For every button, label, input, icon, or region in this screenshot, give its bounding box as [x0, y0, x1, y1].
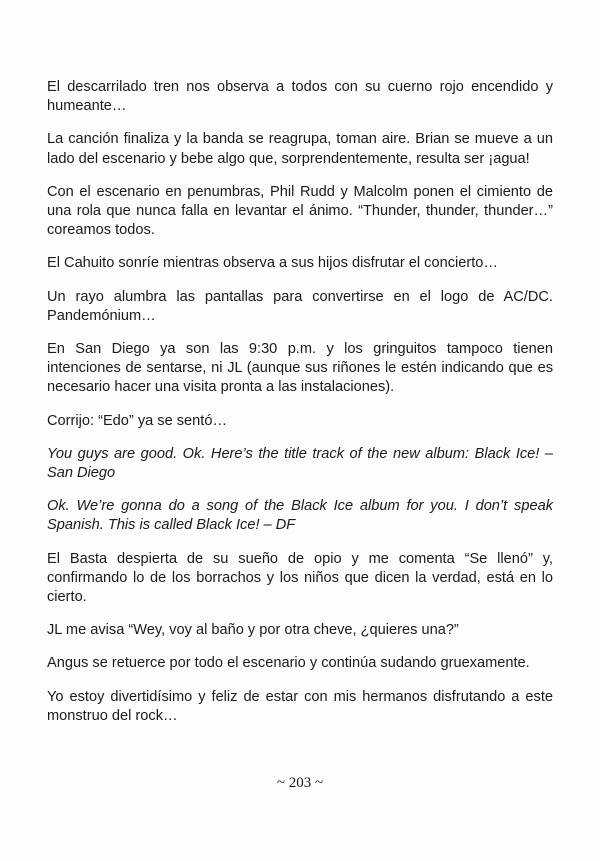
quote-paragraph: You guys are good. Ok. Here’s the title track of the new album: Black Ice! – San Diego: [47, 445, 553, 482]
paragraph: El Cahuito sonríe mientras observa a sus hijos disfrutar el concierto…: [47, 255, 498, 272]
quote-paragraph: Ok. We’re gonna do a song of the Black Ice album for you. I don’t speak Spanish. This is called Black Ice! – DF: [47, 498, 553, 534]
paragraph: El Basta despierta de su sueño de opio y me comenta “Se llenó” y, confirmando lo de los borrachos y los niños que dicen la verdad, está en lo cierto.: [47, 550, 553, 606]
paragraph: Un rayo alumbra las pantallas para convertirse en el logo de AC/DC. Pandemónium…: [47, 288, 553, 324]
paragraph: Angus se retuerce por todo el escenario y continúa sudando gruexamente.: [47, 655, 530, 672]
paragraph: Corrijo: “Edo” ya se sentó…: [47, 412, 228, 429]
paragraph: La canción finaliza y la banda se reagrupa, toman aire. Brian se mueve a un lado del escenario y bebe algo que, sorprendentemente, resulta ser ¡agua!: [47, 131, 553, 167]
paragraph: Yo estoy divertidísimo y feliz de estar con mis hermanos disfrutando a este monstruo del rock…: [47, 688, 553, 724]
page-number: ~ 203 ~: [276, 775, 324, 791]
body-text: [47, 78, 553, 740]
paragraph: En San Diego ya son las 9:30 p.m. y los gringuitos tampoco tienen intenciones de sentarse, ni JL (aunque sus riñones le estén indicando que es necesario hacer una visita pronta a las instalaciones).: [47, 341, 553, 396]
paragraph: JL me avisa “Wey, voy al baño y por otra cheve, ¿quieres una?”: [47, 622, 459, 639]
paragraph: Con el escenario en penumbras, Phil Rudd y Malcolm ponen el cimiento de una rola que nunca falla en levantar el ánimo. “Thunder, thunder, thunder…” coreamos todos.: [47, 183, 553, 239]
paragraph: El descarrilado tren nos observa a todos con su cuerno rojo encendido y humeante…: [47, 79, 553, 115]
